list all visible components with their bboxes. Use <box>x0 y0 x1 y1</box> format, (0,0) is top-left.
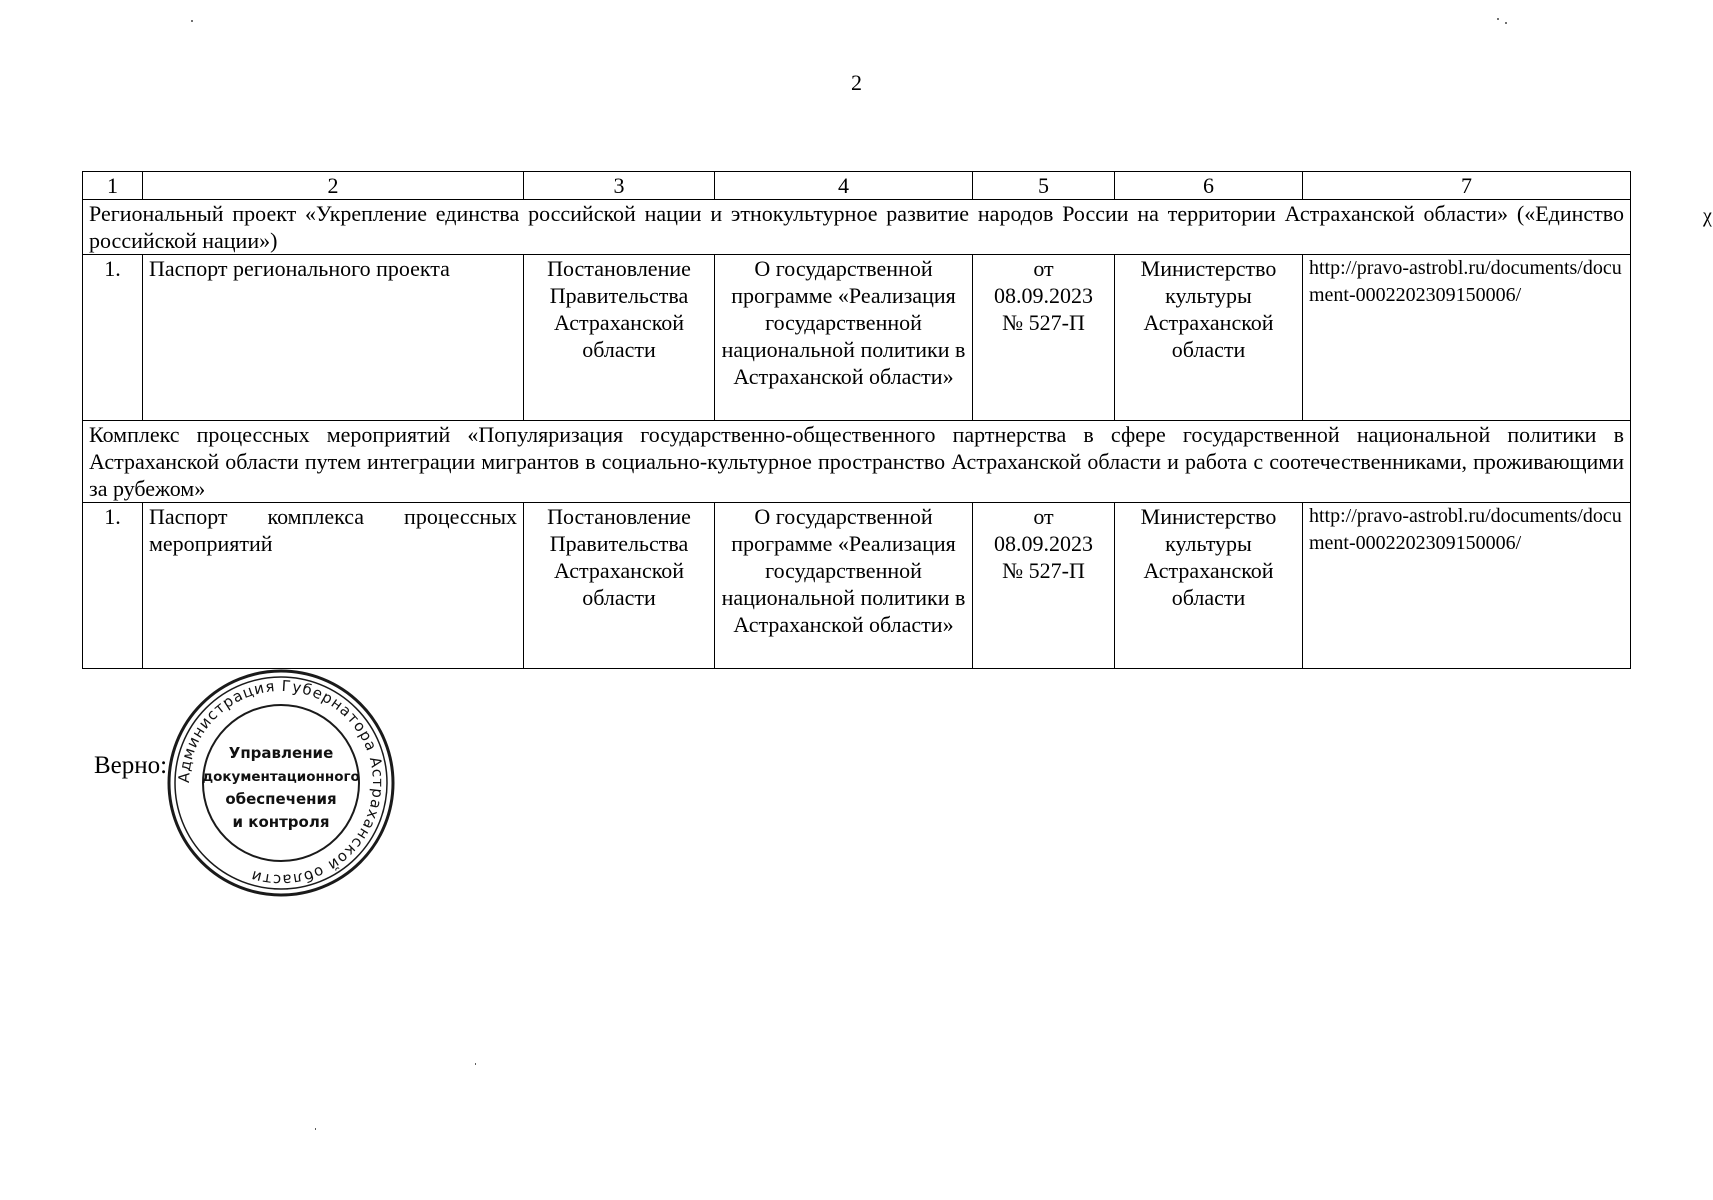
column-header: 5 <box>973 172 1115 200</box>
column-header: 7 <box>1303 172 1631 200</box>
document-title: О государственной программе «Реализация государственной национальной политики в Астраханской области» <box>715 503 973 669</box>
document-name: Паспорт регионального проекта <box>143 255 524 421</box>
document-number: № 527-П <box>1002 310 1085 335</box>
scan-speck <box>191 20 193 22</box>
documents-table <box>82 171 1631 669</box>
column-header: 3 <box>524 172 715 200</box>
seal-line: Управление <box>228 744 334 762</box>
document-url[interactable]: http://pravo-astrobl.ru/documents/document-0002202309150006/ <box>1303 255 1631 421</box>
document-name: Паспорт комплекса процессных мероприятий <box>143 503 524 669</box>
seal-line: документационного <box>202 769 360 785</box>
date-prefix: от <box>1033 256 1054 281</box>
table-row <box>83 255 1631 421</box>
seal-ring-text: Администрация Губернатора Астраханской области <box>174 676 388 890</box>
column-header: 6 <box>1115 172 1303 200</box>
row-number: 1. <box>83 255 143 421</box>
document-number: № 527-П <box>1002 558 1085 583</box>
date-value: 08.09.2023 <box>994 531 1093 556</box>
table-header-row <box>83 172 1631 200</box>
section-title: Региональный проект «Укрепление единства российской нации и этнокультурное развитие народов России на территории Астраханской области» («Единство российской нации») <box>83 200 1631 255</box>
date-value: 08.09.2023 <box>994 283 1093 308</box>
section-title-row <box>83 200 1631 255</box>
seal-line: и контроля <box>232 813 330 831</box>
column-header: 2 <box>143 172 524 200</box>
column-header: 4 <box>715 172 973 200</box>
responsible-org: Министерство культуры Астраханской области <box>1115 503 1303 669</box>
official-seal <box>166 668 396 898</box>
seal-line: обеспечения <box>225 790 337 808</box>
verno-label: Верно: <box>94 752 168 779</box>
document-type: Постановление Правительства Астраханской области <box>524 255 715 421</box>
document-date <box>973 255 1115 421</box>
responsible-org: Министерство культуры Астраханской области <box>1115 255 1303 421</box>
table-row <box>83 503 1631 669</box>
scan-speck <box>1505 22 1507 24</box>
date-prefix: от <box>1033 504 1054 529</box>
scan-speck <box>315 1128 316 1130</box>
column-header: 1 <box>83 172 143 200</box>
page-number: 2 <box>851 70 862 95</box>
margin-mark: χ <box>1703 205 1712 227</box>
document-url[interactable]: http://pravo-astrobl.ru/documents/document-0002202309150006/ <box>1303 503 1631 669</box>
scan-speck <box>1497 18 1499 20</box>
scan-speck <box>475 1063 476 1065</box>
section-title-row <box>83 421 1631 503</box>
document-type: Постановление Правительства Астраханской области <box>524 503 715 669</box>
document-title: О государственной программе «Реализация государственной национальной политики в Астраханской области» <box>715 255 973 421</box>
document-date <box>973 503 1115 669</box>
section-title: Комплекс процессных мероприятий «Популяризация государственно-общественного партнерства в сфере государственной национальной политики в Астраханской области путем интеграции мигрантов в социально-культурное пространство Астраханской области и работа с соотечественниками, проживающими за рубежом» <box>83 421 1631 503</box>
row-number: 1. <box>83 503 143 669</box>
